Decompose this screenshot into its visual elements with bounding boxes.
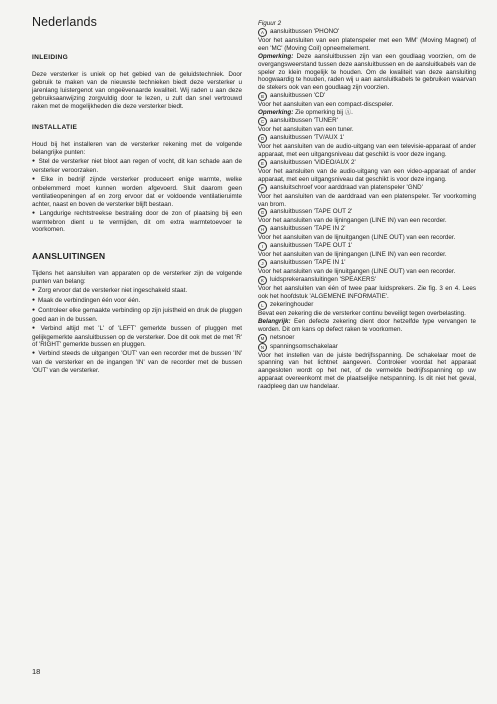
aansluitingen-intro: Tijdens het aansluiten van apparaten op de versterker zijn de volgende punten van belang: [32,270,242,286]
aansluitingen-bullet: ● Maak de verbindingen één voor één. [32,297,242,306]
connection-item [258,184,476,193]
circled-letter-marker: N [258,343,267,352]
aansluitingen-bullet: ● Verbind altijd met 'L' of 'LEFT' gemerkte bussen of pluggen met gelijkgemerkte aansluitbussen op de versterker. Doe dit ook met de met 'R' of 'RIGHT' gemerkte bussen en pluggen. [32,325,242,350]
section-heading-installatie: INSTALLATIE [32,124,78,132]
note-text: Zie opmerking bij Ⓐ. [293,109,353,117]
connection-description: Voor het aansluiten van een platenspeler met een 'MM' (Moving Magnet) of een 'MC' (Moving Coil) opneemelement. [258,36,476,52]
aansluitingen-bullet: ● Zorg ervoor dat de versterker niet ingeschakeld staat. [32,287,242,296]
circled-letter-marker: E [258,159,267,168]
connection-list [258,28,476,391]
figure-caption: Figuur 2 [258,20,282,27]
aansluitingen-bullet: ● Verbind steeds de uitgangen 'OUT' van een recorder met de bussen 'IN' van de versterker en de ingangen 'IN' van de recorder met de bussen 'OUT' van de versterker. [32,350,242,375]
connection-item [258,92,476,101]
connection-description: Voor het aansluiten van een tuner. [258,126,354,134]
connection-description: Voor het aansluiten van een compact-discspeler. [258,101,394,109]
connection-item [258,276,476,285]
section-heading-aansluitingen: AANSLUITINGEN [32,251,106,262]
circled-letter-marker: C [258,117,267,126]
connection-description: Voor het aansluiten van de lijningangen (LINE IN) van een recorder. [258,217,447,225]
circled-letter-marker: L [258,301,267,310]
page-title: Nederlands [32,15,97,29]
inleiding-text: Deze versterker is uniek op het gebied van de geluidstechniek. Door gebruik te maken van de nieuwste technieken biedt deze versterker u jarenlang luistergenot van ongeëvenaarde kwaliteit. Wij raden u aan deze gebruiksaanwijzing zorgvuldig door te lezen, u zult dan snel vertrouwd raken met de mogelijkheden die deze versterker biedt. [32,70,242,110]
circled-letter-marker: I [258,242,267,251]
connection-description: Voor het aansluiten van de lijnuitgangen (LINE OUT) van een recorder. [258,234,456,242]
connection-description: Voor het aansluiten van de lijnuitgangen (LINE OUT) van een recorder. [258,268,456,276]
connection-label: aansluitbussen 'TAPE OUT 2' [270,208,353,216]
note-keyword: Belangrijk: [258,317,291,325]
connection-label: aansluitbussen 'VIDEO/AUX 2' [270,158,356,166]
connection-description: Voor het aansluiten van de audio-uitgang van een video-apparaat of ander apparaat, met een uitgangsniveau dat geschikt is voor deze ingang. [258,167,476,183]
connection-item [258,225,476,234]
note-keyword: Opmerking: [258,52,294,60]
circled-letter-marker: D [258,134,267,143]
connection-item [258,28,476,37]
circled-letter-marker: B [258,92,267,101]
installatie-intro: Houd bij het installeren van de versterker rekening met de volgende belangrijke punten: [32,141,242,157]
connection-item [258,343,476,352]
connection-label: aansluitbussen 'TV/AUX 1' [270,133,345,141]
connection-description: Voor het aansluiten van de aarddraad van een platenspeler. Ter voorkoming van brom. [258,192,476,208]
note-text: Deze aansluitbussen zijn van een goudlaag voorzien, om de overgangsweerstand tussen deze aansluitbussen en de aansluitkabels van de speler zo klein mogelijk te houden. Om de kwaliteit van deze aansluiting hoogwaardig te houden, raden wij u aan aansluitkabels te gebruiken waarvan de stekers ook van een goudlaag zijn voorzien. [258,52,476,92]
connection-label: aansluitbussen 'TAPE IN 1' [270,259,346,267]
installatie-bullet: ● Stel de versterker niet bloot aan regen of vocht, dit kan schade aan de versterker veroorzaken. [32,158,242,175]
circled-letter-marker: K [258,276,267,285]
circled-letter-marker: F [258,184,267,193]
connection-label: luidsprekeraansluitingen 'SPEAKERS' [270,276,377,284]
installatie-bullet: ● Langdurige rechtstreekse bestraling door de zon of plaatsing bij een warmtebron dient u te vermijden, dit om extra warmtetoevoer te voorkomen. [32,210,242,235]
connection-item [258,134,476,143]
connection-item [258,117,476,126]
circled-letter-marker: H [258,225,267,234]
connection-description: Voor het instellen van de juiste bedrijfsspanning. De schakelaar moet de spanning van het lichtnet aangeven. Controleer voordat het apparaat aangesloten wordt op het net, of de vermelde bedrijfsspanning op uw apparaat overeenkomt met de plaatselijke netspanning. Is dit niet het geval, raadpleeg dan uw handelaar. [258,351,476,391]
circled-letter-marker: G [258,208,267,217]
installatie-bullet: ● Elke in bedrijf zijnde versterker produceert enige warmte, welke onbelemmerd moet kunnen worden afgevoerd. Sluit daarom geen ventilatieopeningen af en zorg ervoor dat er voldoende ventilatieruimte achter, naast en boven de versterker blijft bestaan. [32,176,242,209]
circled-letter-marker: M [258,334,267,343]
connection-label: aansluitbussen 'TAPE OUT 1' [270,242,353,250]
connection-label: aansluitbussen 'TAPE IN 2' [270,225,346,233]
note-keyword: Opmerking: [258,109,294,117]
note-text: Een defecte zekering dient door hetzelfde type vervangen te worden. Dit om kans op defect raken te voorkomen. [258,317,476,333]
connection-label: aansluitbussen 'PHONO' [270,27,340,35]
right-column [258,20,476,391]
connection-item [258,159,476,168]
connection-label: aansluitbussen 'CD' [270,92,326,100]
connection-description: Voor het aansluiten van één of twee paar luidsprekers. Zie fig. 3 en 4. Lees ook het hoofdstuk 'ALGEMENE INFORMATIE'. [258,285,476,300]
aansluitingen-bullet: ● Controleer elke gemaakte verbinding op zijn juistheid en druk de pluggen goed aan in de bussen. [32,307,242,324]
connection-label: spanningsomschakelaar [270,342,338,350]
connection-item [258,301,476,310]
connection-note [258,318,476,334]
section-heading-inleiding: INLEIDING [32,54,69,61]
connection-label: aansluitbussen 'TUNER' [270,117,338,125]
left-column [32,54,242,376]
connection-label: zekeringhouder [270,300,314,308]
connection-description: Bevat een zekering die de versterker continu beveiligt tegen overbelasting. [258,309,466,317]
connection-note [258,109,476,117]
connection-description: Voor het aansluiten van de audio-uitgang van een televisie-apparaat of ander apparaat, met een uitgangsniveau dat geschikt is voor deze ingang. [258,142,476,158]
connection-label: netsnoer [270,333,295,341]
circled-letter-marker: J [258,259,267,268]
connection-item [258,242,476,251]
connection-item [258,208,476,217]
connection-description: Voor het aansluiten van de lijningangen (LINE IN) van een recorder. [258,251,447,259]
connection-item [258,334,476,343]
connection-label: aansluitschroef voor aarddraad van platenspeler 'GND' [270,183,423,191]
page-number: 18 [32,667,41,676]
connection-note [258,53,476,93]
circled-letter-marker: A [258,28,267,37]
connection-item [258,259,476,268]
